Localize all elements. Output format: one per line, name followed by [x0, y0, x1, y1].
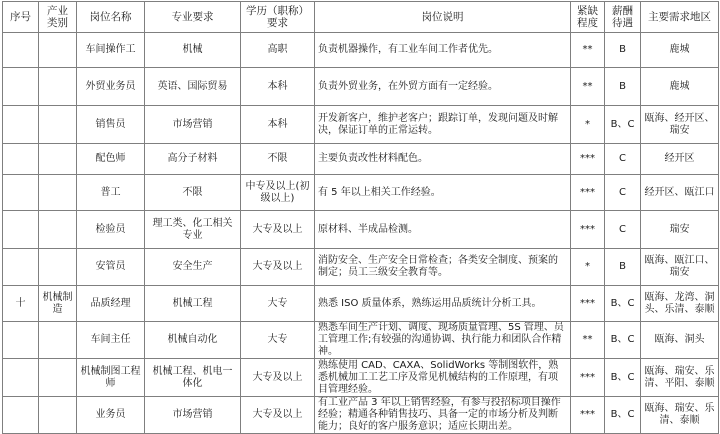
position-name: 销售员 [77, 106, 145, 144]
education-requirement: 大专及以上 [241, 249, 315, 286]
urgency-rating: * [571, 249, 605, 286]
education-requirement: 大专及以上 [241, 211, 315, 249]
seq-cell [3, 322, 39, 359]
header-description: 岗位说明 [315, 2, 571, 33]
major-requirement: 市场营销 [145, 106, 241, 144]
seq-cell [3, 211, 39, 249]
pay-level: C [605, 211, 641, 249]
position-name: 配色师 [77, 144, 145, 175]
demand-region: 瓯海、龙湾、洞头、乐清、泰顺 [641, 286, 719, 322]
position-name: 车间操作工 [77, 33, 145, 68]
industry-cell [39, 33, 77, 68]
position-name: 安管员 [77, 249, 145, 286]
industry-cell [39, 211, 77, 249]
pay-level: B、C [605, 106, 641, 144]
urgency-rating: * [571, 106, 605, 144]
seq-cell [3, 249, 39, 286]
position-description: 负责外贸业务，在外贸方面有一定经验。 [315, 68, 571, 106]
header-education: 学历（职称）要求 [241, 2, 315, 33]
demand-region: 经开区、瓯江口 [641, 175, 719, 211]
position-name: 品质经理 [77, 286, 145, 322]
pay-level: B [605, 68, 641, 106]
education-requirement: 本科 [241, 106, 315, 144]
urgency-rating: ** [571, 322, 605, 359]
table-row [3, 211, 719, 249]
major-requirement: 不限 [145, 175, 241, 211]
major-requirement: 机械 [145, 33, 241, 68]
table-row [3, 286, 719, 322]
demand-region: 瓯海、瓯江口、瑞安 [641, 249, 719, 286]
pay-level: B、C [605, 359, 641, 397]
urgency-rating: *** [571, 144, 605, 175]
table-row [3, 106, 719, 144]
table-row [3, 322, 719, 359]
seq-cell [3, 33, 39, 68]
urgency-rating: ** [571, 33, 605, 68]
industry-cell [39, 68, 77, 106]
job-table [2, 1, 719, 434]
industry-cell [39, 359, 77, 397]
urgency-rating: *** [571, 175, 605, 211]
position-description: 熟悉 ISO 质量体系，熟练运用品质统计分析工具。 [315, 286, 571, 322]
major-requirement: 机械工程 [145, 286, 241, 322]
pay-level: B、C [605, 286, 641, 322]
position-description: 消防安全、生产安全日常检查；各类安全制度、预案的制定；员工三级安全教育等。 [315, 249, 571, 286]
position-description: 有 5 年以上相关工作经验。 [315, 175, 571, 211]
position-description: 负责机器操作，有工业车间工作者优先。 [315, 33, 571, 68]
table-row [3, 397, 719, 434]
header-seq: 序号 [3, 2, 39, 33]
position-name: 检验员 [77, 211, 145, 249]
urgency-rating: *** [571, 359, 605, 397]
education-requirement: 中专及以上(初级以上) [241, 175, 315, 211]
industry-cell [39, 397, 77, 434]
education-requirement: 大专及以上 [241, 359, 315, 397]
major-requirement: 机械工程、机电一体化 [145, 359, 241, 397]
pay-level: B、C [605, 322, 641, 359]
header-pay: 薪酬待遇 [605, 2, 641, 33]
industry-cell [39, 175, 77, 211]
education-requirement: 大专 [241, 322, 315, 359]
position-description: 熟练使用 CAD、CAXA、SolidWorks 等制图软件，熟悉机械加工工艺工序及常见机械结构的工作原理，有项目管理经验。 [315, 359, 571, 397]
demand-region: 瓯海、瑞安、乐清、平阳、泰顺 [641, 359, 719, 397]
major-requirement: 市场营销 [145, 397, 241, 434]
seq-cell [3, 106, 39, 144]
industry-cell [39, 106, 77, 144]
position-description: 原材料、半成品检测。 [315, 211, 571, 249]
education-requirement: 大专 [241, 286, 315, 322]
pay-level: C [605, 144, 641, 175]
major-requirement: 机械自动化 [145, 322, 241, 359]
seq-cell [3, 397, 39, 434]
position-name: 外贸业务员 [77, 68, 145, 106]
demand-region: 瓯海、洞头 [641, 322, 719, 359]
position-name: 普工 [77, 175, 145, 211]
header-industry: 产业类别 [39, 2, 77, 33]
table-row [3, 249, 719, 286]
header-urgency: 紧缺程度 [571, 2, 605, 33]
header-position: 岗位名称 [77, 2, 145, 33]
urgency-rating: *** [571, 211, 605, 249]
table-row [3, 359, 719, 397]
industry-cell [39, 144, 77, 175]
seq-cell [3, 144, 39, 175]
table-row [3, 144, 719, 175]
table-row [3, 33, 719, 68]
urgency-rating: ** [571, 68, 605, 106]
demand-region: 瓯海、瑞安、乐清、泰顺 [641, 397, 719, 434]
header-region: 主要需求地区 [641, 2, 719, 33]
seq-cell [3, 68, 39, 106]
education-requirement: 高职 [241, 33, 315, 68]
major-requirement: 高分子材料 [145, 144, 241, 175]
pay-level: B [605, 249, 641, 286]
industry-cell [39, 249, 77, 286]
pay-level: B [605, 33, 641, 68]
header-row [3, 2, 719, 33]
pay-level: B、C [605, 397, 641, 434]
major-requirement: 安全生产 [145, 249, 241, 286]
pay-level: C [605, 175, 641, 211]
group-industry: 机械制造 [39, 286, 77, 322]
seq-cell [3, 359, 39, 397]
position-name: 机械制图工程师 [77, 359, 145, 397]
demand-region: 鹿城 [641, 33, 719, 68]
table-row [3, 175, 719, 211]
table-row [3, 68, 719, 106]
seq-cell [3, 175, 39, 211]
position-name: 业务员 [77, 397, 145, 434]
position-description: 开发新客户，维护老客户；跟踪订单，发现问题及时解决，保证订单的正常运转。 [315, 106, 571, 144]
group-seq: 十 [3, 286, 39, 322]
urgency-rating: *** [571, 286, 605, 322]
position-description: 主要负责改性材料配色。 [315, 144, 571, 175]
position-description: 熟悉车间生产计划、调度、现场质量管理、5S 管理、员工管理工作;有较强的沟通协调、执行能力和团队合作精神。 [315, 322, 571, 359]
demand-region: 瓯海、经开区、瑞安 [641, 106, 719, 144]
position-description: 有工业产品 3 年以上销售经验，有参与投招标项目操作经验；精通各种销售技巧、具备一定的市场分析及判断能力；良好的客户服务意识；适应长期出差。 [315, 397, 571, 434]
demand-region: 鹿城 [641, 68, 719, 106]
urgency-rating: *** [571, 397, 605, 434]
demand-region: 瑞安 [641, 211, 719, 249]
demand-region: 经开区 [641, 144, 719, 175]
major-requirement: 英语、国际贸易 [145, 68, 241, 106]
header-major: 专业要求 [145, 2, 241, 33]
major-requirement: 理工类、化工相关专业 [145, 211, 241, 249]
education-requirement: 本科 [241, 68, 315, 106]
industry-cell [39, 322, 77, 359]
education-requirement: 大专及以上 [241, 397, 315, 434]
position-name: 车间主任 [77, 322, 145, 359]
education-requirement: 不限 [241, 144, 315, 175]
table-body [3, 33, 719, 434]
